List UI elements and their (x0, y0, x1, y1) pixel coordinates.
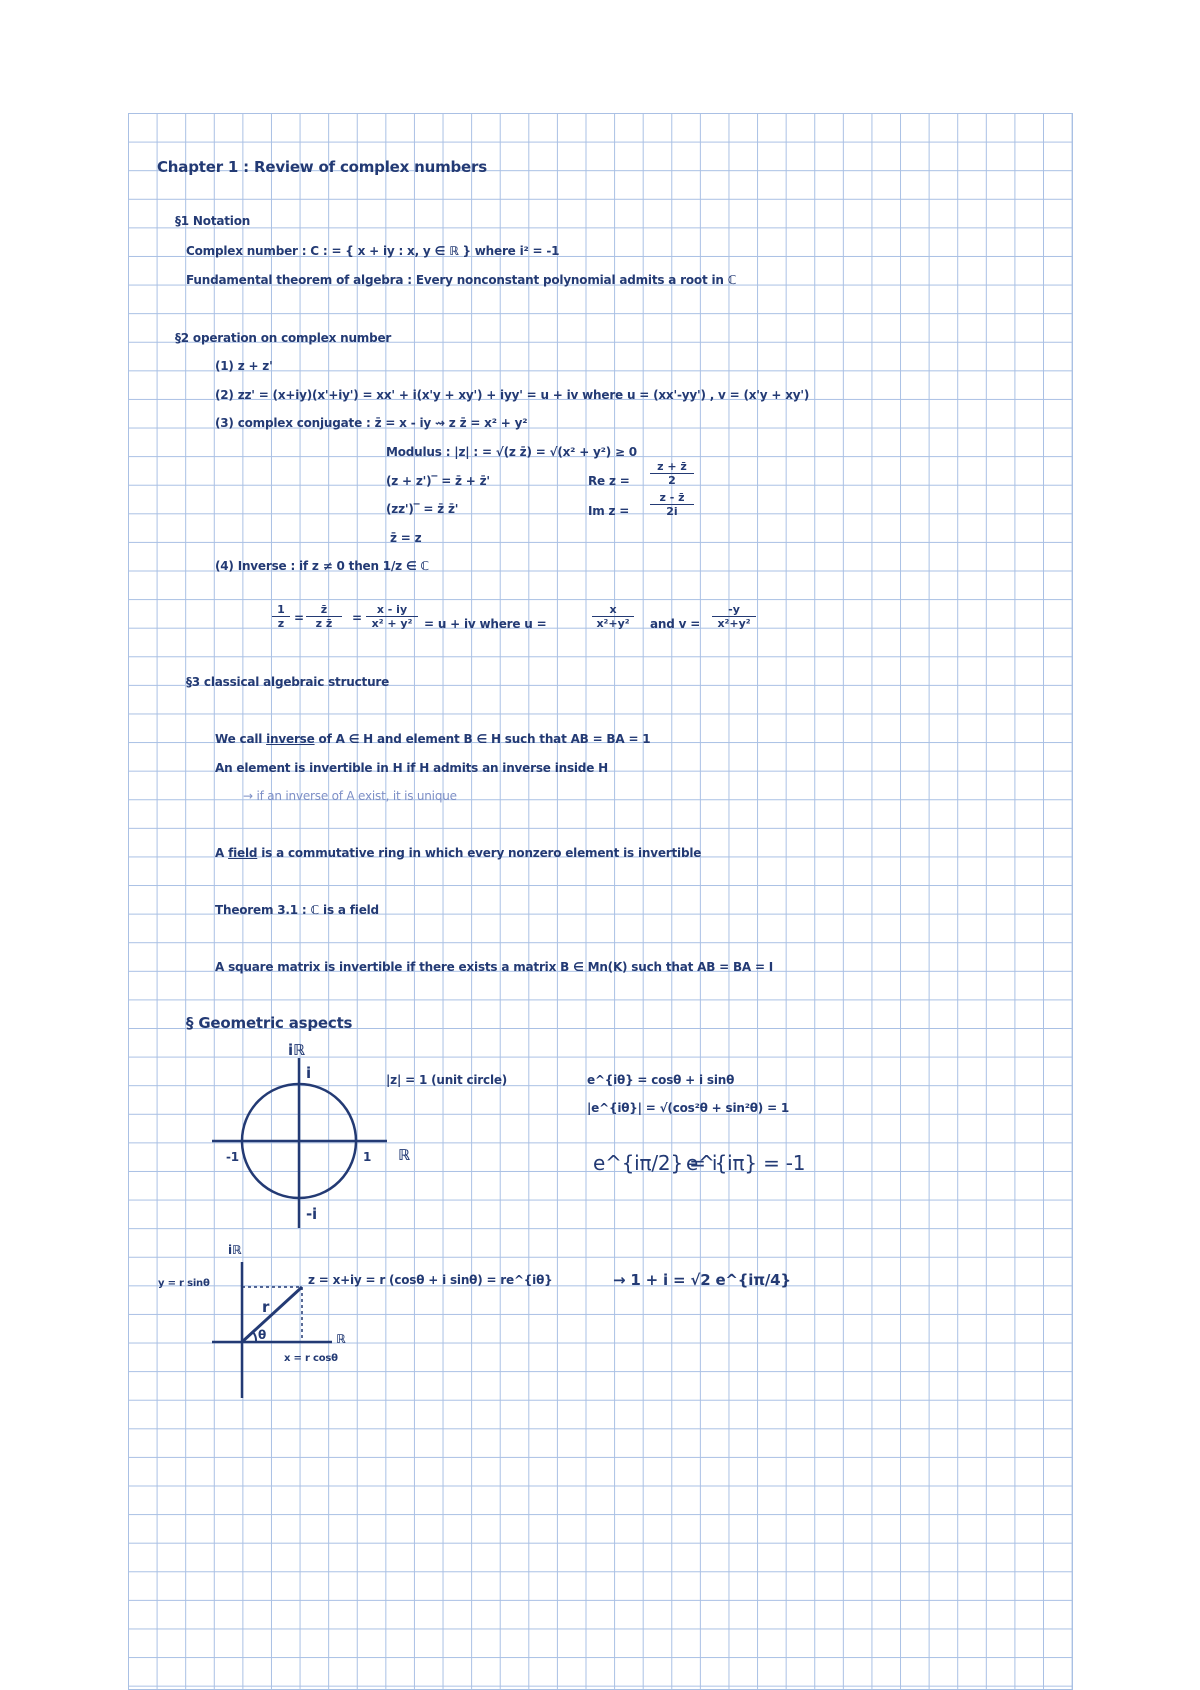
uniqueness-note: → if an inverse of A exist, it is unique (243, 789, 457, 803)
polar-radius-line (242, 1287, 302, 1342)
square-matrix-definition: A square matrix is invertible if there exists a matrix B ∈ Mn(K) such that AB = BA = I (215, 960, 774, 974)
inverse-denominator: x² + y² (371, 617, 413, 630)
polar-form-example: → 1 + i = √2 e^{iπ/4} (613, 1271, 791, 1289)
double-conjugate-rule: z̄̄ = z (390, 531, 422, 545)
euler-modulus: |e^{iθ}| = √(cos²θ + sin²θ) = 1 (587, 1101, 790, 1115)
real-axis-label: ℝ (398, 1146, 410, 1164)
inverse-z: z (277, 617, 285, 630)
inverse-definition-start: We call (215, 732, 267, 746)
conjugate-product-rule: (zz')‾ = z̄ z̄' (386, 502, 459, 516)
field-definition-end: is a commutative ring in which every nonzero element is invertible (257, 846, 702, 860)
inverse-one: 1 (272, 603, 290, 617)
polar-r-label: r (262, 1298, 270, 1316)
label-one: 1 (363, 1150, 372, 1164)
operation-product: (2) zz' = (x+iy)(x'+iy') = xx' + i(x'y + xy') + iyy' = u + iv where u = (xx'-yy') , v = (x'y + xy') (215, 388, 810, 402)
invertible-definition: An element is invertible in H if H admits an inverse inside H (215, 761, 608, 775)
field-definition-start: A (215, 846, 229, 860)
imaginary-part-label: Im z = (588, 504, 630, 518)
imaginary-axis-label: iℝ (288, 1041, 305, 1059)
complex-conjugate: (3) complex conjugate : z̄ = x - iy ⇝ z z̄ = x² + y² (215, 416, 528, 430)
conjugate-sum-rule: (z + z')‾ = z̄ + z̄' (386, 474, 490, 488)
section-4-heading: § Geometric aspects (186, 1014, 353, 1032)
chapter-title: Chapter 1 : Review of complex numbers (157, 158, 487, 176)
field-term: field (228, 846, 258, 860)
polar-theta-label: θ (258, 1328, 267, 1342)
polar-x-label: x = r cosθ (284, 1353, 338, 1364)
section-2-heading: §2 operation on complex number (175, 331, 392, 345)
fundamental-theorem: Fundamental theorem of algebra : Every nonconstant polynomial admits a root in ℂ (186, 273, 737, 287)
imaginary-part-numerator: z - z̄ (650, 491, 694, 505)
imaginary-part-denominator: 2i (666, 505, 678, 518)
inverse-u-iv: = u + iv where u = (424, 617, 547, 631)
section-3-heading: §3 classical algebraic structure (186, 675, 390, 689)
v-numerator: -y (712, 603, 756, 617)
polar-real-axis-label: ℝ (336, 1332, 346, 1346)
u-numerator: x (592, 603, 634, 617)
polar-form-equation: z = x+iy = r (cosθ + i sinθ) = re^{iθ} (308, 1273, 553, 1287)
theorem-3-1: Theorem 3.1 : ℂ is a field (215, 903, 379, 917)
euler-half-pi: e^{iπ/2} = i (593, 1151, 718, 1175)
euler-pi: e^{iπ} = -1 (686, 1151, 806, 1175)
operation-sum: (1) z + z' (215, 359, 273, 373)
polar-imaginary-axis-label: iℝ (228, 1243, 242, 1257)
and-v-label: and v = (650, 617, 701, 631)
u-denominator: x²+y² (596, 617, 630, 630)
real-part-denominator: 2 (668, 474, 676, 487)
real-part-numerator: z + z̄ (650, 460, 694, 474)
inverse-term: inverse (266, 732, 315, 746)
section-1-heading: §1 Notation (175, 214, 251, 228)
inverse-definition-end: of A ∈ H and element B ∈ H such that AB = BA = 1 (314, 732, 651, 746)
modulus-definition: Modulus : |z| : = √(z z̄) = √(x² + y²) ≥ 0 (386, 445, 637, 459)
equals-sign: = (352, 611, 362, 625)
polar-angle-arc (253, 1332, 256, 1342)
inverse-numerator: x - iy (366, 603, 418, 617)
inverse-zzbar: z z̄ (315, 617, 333, 630)
polar-y-label: y = r sinθ (158, 1278, 210, 1289)
equals-sign: = (294, 611, 304, 625)
inverse-zbar: z̄ (306, 603, 342, 617)
v-denominator: x²+y² (717, 617, 751, 630)
inverse-statement: (4) Inverse : if z ≠ 0 then 1/z ∈ ℂ (215, 559, 430, 573)
euler-formula: e^{iθ} = cosθ + i sinθ (587, 1073, 735, 1087)
label-minus-i: -i (306, 1205, 317, 1223)
label-minus-one: -1 (226, 1150, 239, 1164)
complex-number-definition: Complex number : C : = { x + iy : x, y ∈ ℝ } where i² = -1 (186, 244, 560, 258)
real-part-label: Re z = (588, 474, 630, 488)
label-i: i (306, 1064, 311, 1082)
unit-circle-label: |z| = 1 (unit circle) (386, 1073, 508, 1087)
